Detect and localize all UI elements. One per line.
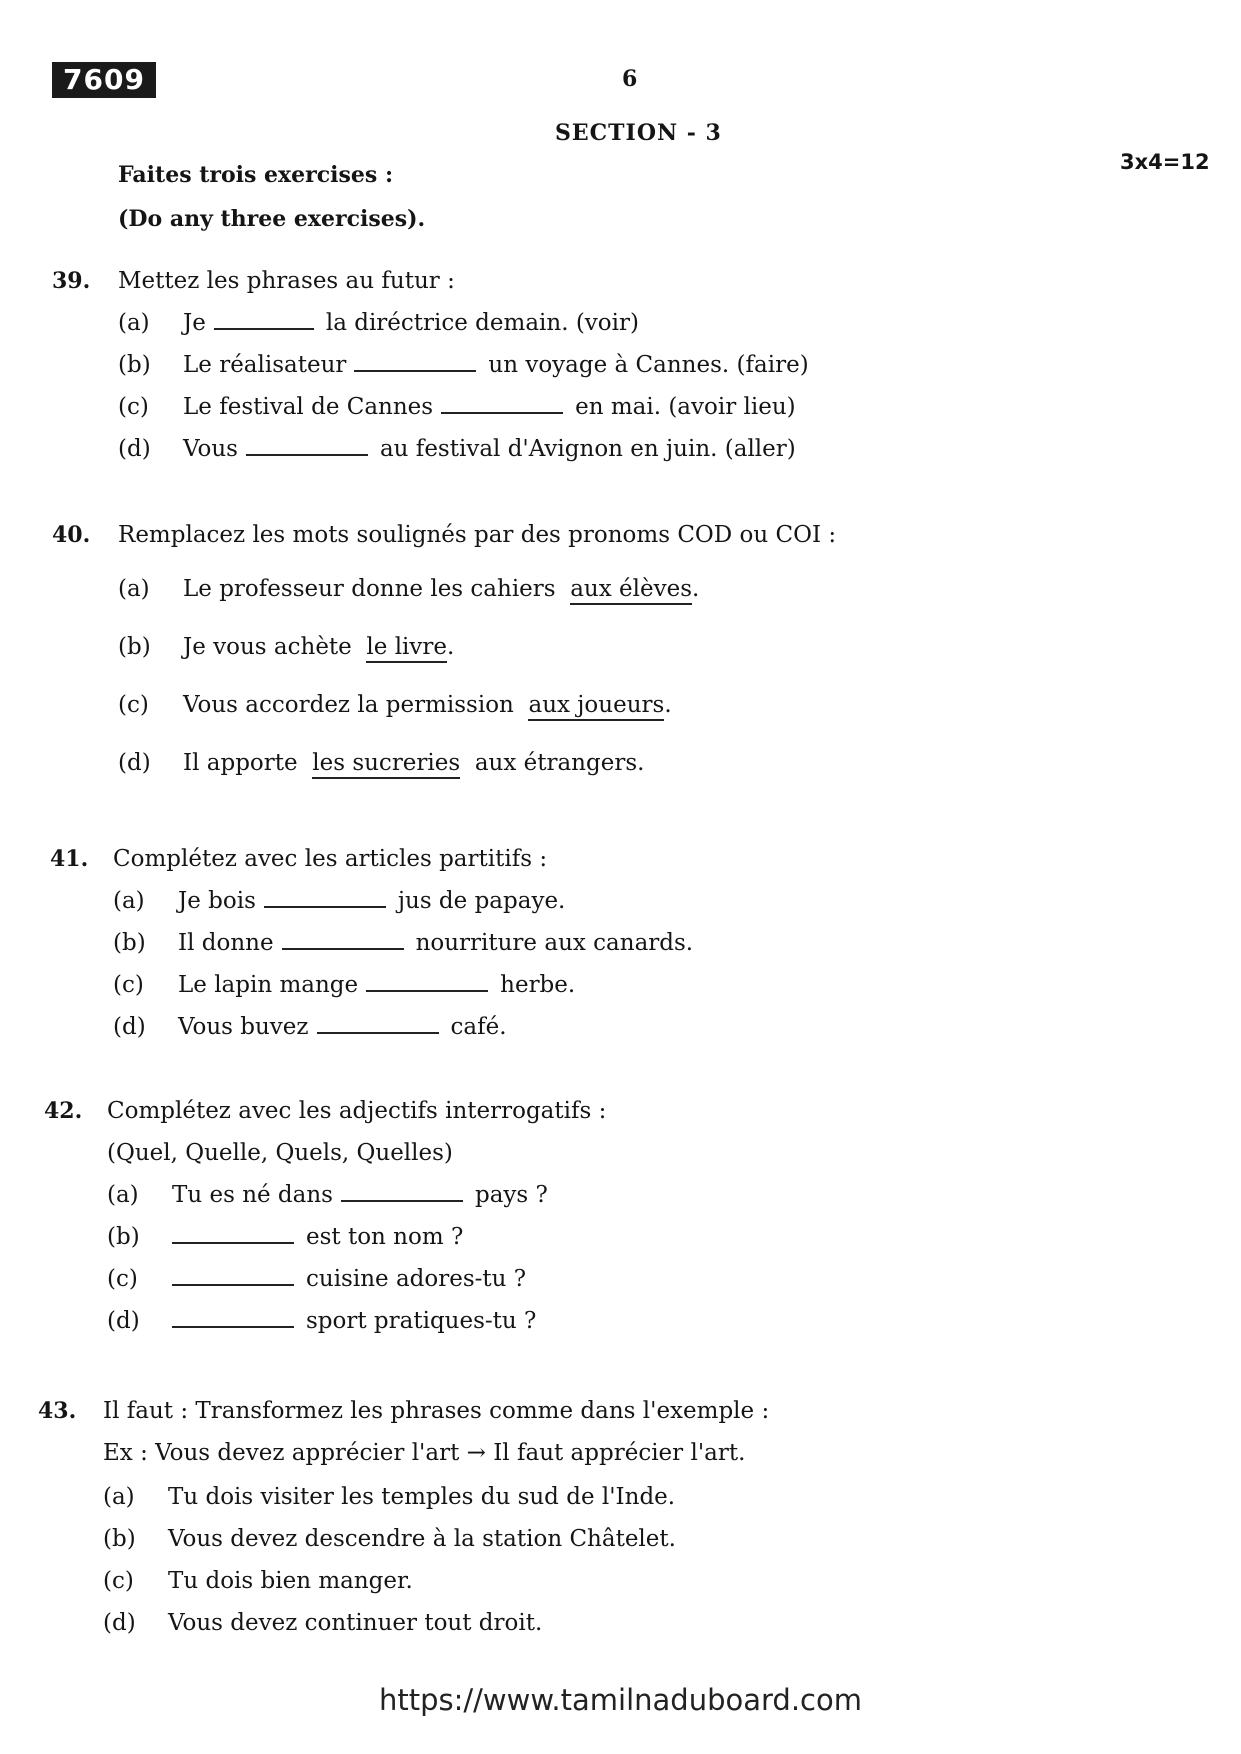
transform-item: Vous devez continuer tout droit. — [168, 1610, 543, 1636]
item-text-before: Le lapin mange — [178, 972, 359, 998]
item-label: (c) — [103, 1568, 134, 1594]
instruction-french: Faites trois exercises : — [118, 162, 394, 188]
item-label: (a) — [103, 1484, 135, 1510]
question-example: Ex : Vous devez apprécier l'art → Il faut apprécier l'art. — [103, 1440, 746, 1466]
question-number: 40. — [52, 522, 91, 548]
marks-allocation: 3x4=12 — [1120, 150, 1210, 174]
answer-blank — [214, 327, 314, 330]
answer-blank — [317, 1031, 439, 1034]
item-text-before: Vous accordez la permission — [183, 692, 514, 718]
answer-blank — [172, 1241, 294, 1244]
question-prompt: Remplacez les mots soulignés par des pronoms COD ou COI : — [118, 522, 837, 548]
item-label: (b) — [103, 1526, 136, 1552]
answer-blank — [366, 989, 488, 992]
item-text-before: Le réalisateur — [183, 352, 347, 378]
page-number: 6 — [622, 66, 638, 92]
item-text-after: . — [664, 692, 672, 718]
question-number: 43. — [38, 1398, 77, 1424]
answer-blank — [354, 369, 476, 372]
item-text-before: Il apporte — [183, 750, 298, 776]
item-label: (c) — [118, 692, 149, 718]
fill-blank-item — [164, 1266, 526, 1292]
item-label: (a) — [107, 1182, 139, 1208]
instruction-english: (Do any three exercises). — [118, 206, 426, 232]
question-prompt: Complétez avec les adjectifs interrogatifs : — [107, 1098, 607, 1124]
underlined-words: le livre — [366, 634, 447, 663]
fill-blank-item — [183, 394, 796, 420]
fill-blank-item — [183, 436, 796, 462]
transform-item: Tu dois bien manger. — [168, 1568, 413, 1594]
item-text-after: sport pratiques-tu ? — [306, 1308, 537, 1334]
underlined-words: les sucreries — [312, 750, 460, 779]
item-text-before: Tu es né dans — [172, 1182, 333, 1208]
pronoun-item — [183, 634, 454, 660]
item-text-after: pays ? — [474, 1182, 548, 1208]
underlined-words: aux élèves — [570, 576, 692, 605]
answer-blank — [172, 1283, 294, 1286]
answer-blank — [441, 411, 563, 414]
item-text-after: un voyage à Cannes. (faire) — [488, 352, 809, 378]
transform-item: Vous devez descendre à la station Châtelet. — [168, 1526, 676, 1552]
fill-blank-item — [172, 1182, 548, 1208]
item-text-after: jus de papaye. — [397, 888, 566, 914]
question-number: 39. — [52, 268, 91, 294]
item-text-before: Vous buvez — [178, 1014, 309, 1040]
transform-item: Tu dois visiter les temples du sud de l'Inde. — [168, 1484, 676, 1510]
item-label: (d) — [118, 750, 151, 776]
pronoun-item — [183, 576, 699, 602]
item-label: (c) — [118, 394, 149, 420]
item-label: (a) — [118, 310, 150, 336]
item-text-after: café. — [450, 1014, 507, 1040]
answer-blank — [341, 1199, 463, 1202]
item-text-after: cuisine adores-tu ? — [306, 1266, 527, 1292]
fill-blank-item — [164, 1224, 463, 1250]
item-label: (d) — [107, 1308, 140, 1334]
item-label: (d) — [118, 436, 151, 462]
item-label: (b) — [118, 634, 151, 660]
item-text-after: en mai. (avoir lieu) — [575, 394, 796, 420]
answer-blank — [172, 1325, 294, 1328]
item-label: (c) — [107, 1266, 138, 1292]
item-label: (d) — [103, 1610, 136, 1636]
section-title: SECTION - 3 — [555, 120, 722, 146]
item-text-after: aux étrangers. — [474, 750, 645, 776]
item-label: (a) — [113, 888, 145, 914]
answer-blank — [246, 453, 368, 456]
item-label: (d) — [113, 1014, 146, 1040]
item-text-before: Le festival de Cannes — [183, 394, 434, 420]
item-text-after: est ton nom ? — [306, 1224, 464, 1250]
item-label: (b) — [118, 352, 151, 378]
question-number: 41. — [50, 846, 89, 872]
item-text-after: la diréctrice demain. (voir) — [325, 310, 639, 336]
pronoun-item — [183, 750, 644, 776]
question-prompt: Complétez avec les articles partitifs : — [113, 846, 548, 872]
fill-blank-item — [183, 352, 809, 378]
item-text-before: Le professeur donne les cahiers — [183, 576, 556, 602]
answer-blank — [282, 947, 404, 950]
item-text-after: . — [692, 576, 700, 602]
underlined-words: aux joueurs — [528, 692, 664, 721]
question-prompt: Il faut : Transformez les phrases comme dans l'exemple : — [103, 1398, 770, 1424]
item-text-after: au festival d'Avignon en juin. (aller) — [379, 436, 796, 462]
item-text-before: Je bois — [178, 888, 256, 914]
item-text-before: Je vous achète — [183, 634, 352, 660]
item-label: (c) — [113, 972, 144, 998]
fill-blank-item — [164, 1308, 536, 1334]
question-prompt: Mettez les phrases au futur : — [118, 268, 455, 294]
item-label: (a) — [118, 576, 150, 602]
item-text-before: Il donne — [178, 930, 274, 956]
fill-blank-item — [178, 888, 565, 914]
fill-blank-item — [178, 972, 575, 998]
question-options: (Quel, Quelle, Quels, Quelles) — [107, 1140, 453, 1166]
fill-blank-item — [183, 310, 639, 336]
item-text-after: herbe. — [500, 972, 576, 998]
item-text-after: . — [447, 634, 455, 660]
exam-code-badge: 7609 — [52, 62, 156, 98]
fill-blank-item — [178, 1014, 507, 1040]
question-number: 42. — [44, 1098, 83, 1124]
answer-blank — [264, 905, 386, 908]
item-text-before: Vous — [183, 436, 238, 462]
fill-blank-item — [178, 930, 693, 956]
item-text-before: Je — [183, 310, 206, 336]
footer-url[interactable]: https://www.tamilnaduboard.com — [378, 1683, 862, 1717]
pronoun-item — [183, 692, 672, 718]
item-label: (b) — [113, 930, 146, 956]
item-text-after: nourriture aux canards. — [415, 930, 694, 956]
item-label: (b) — [107, 1224, 140, 1250]
